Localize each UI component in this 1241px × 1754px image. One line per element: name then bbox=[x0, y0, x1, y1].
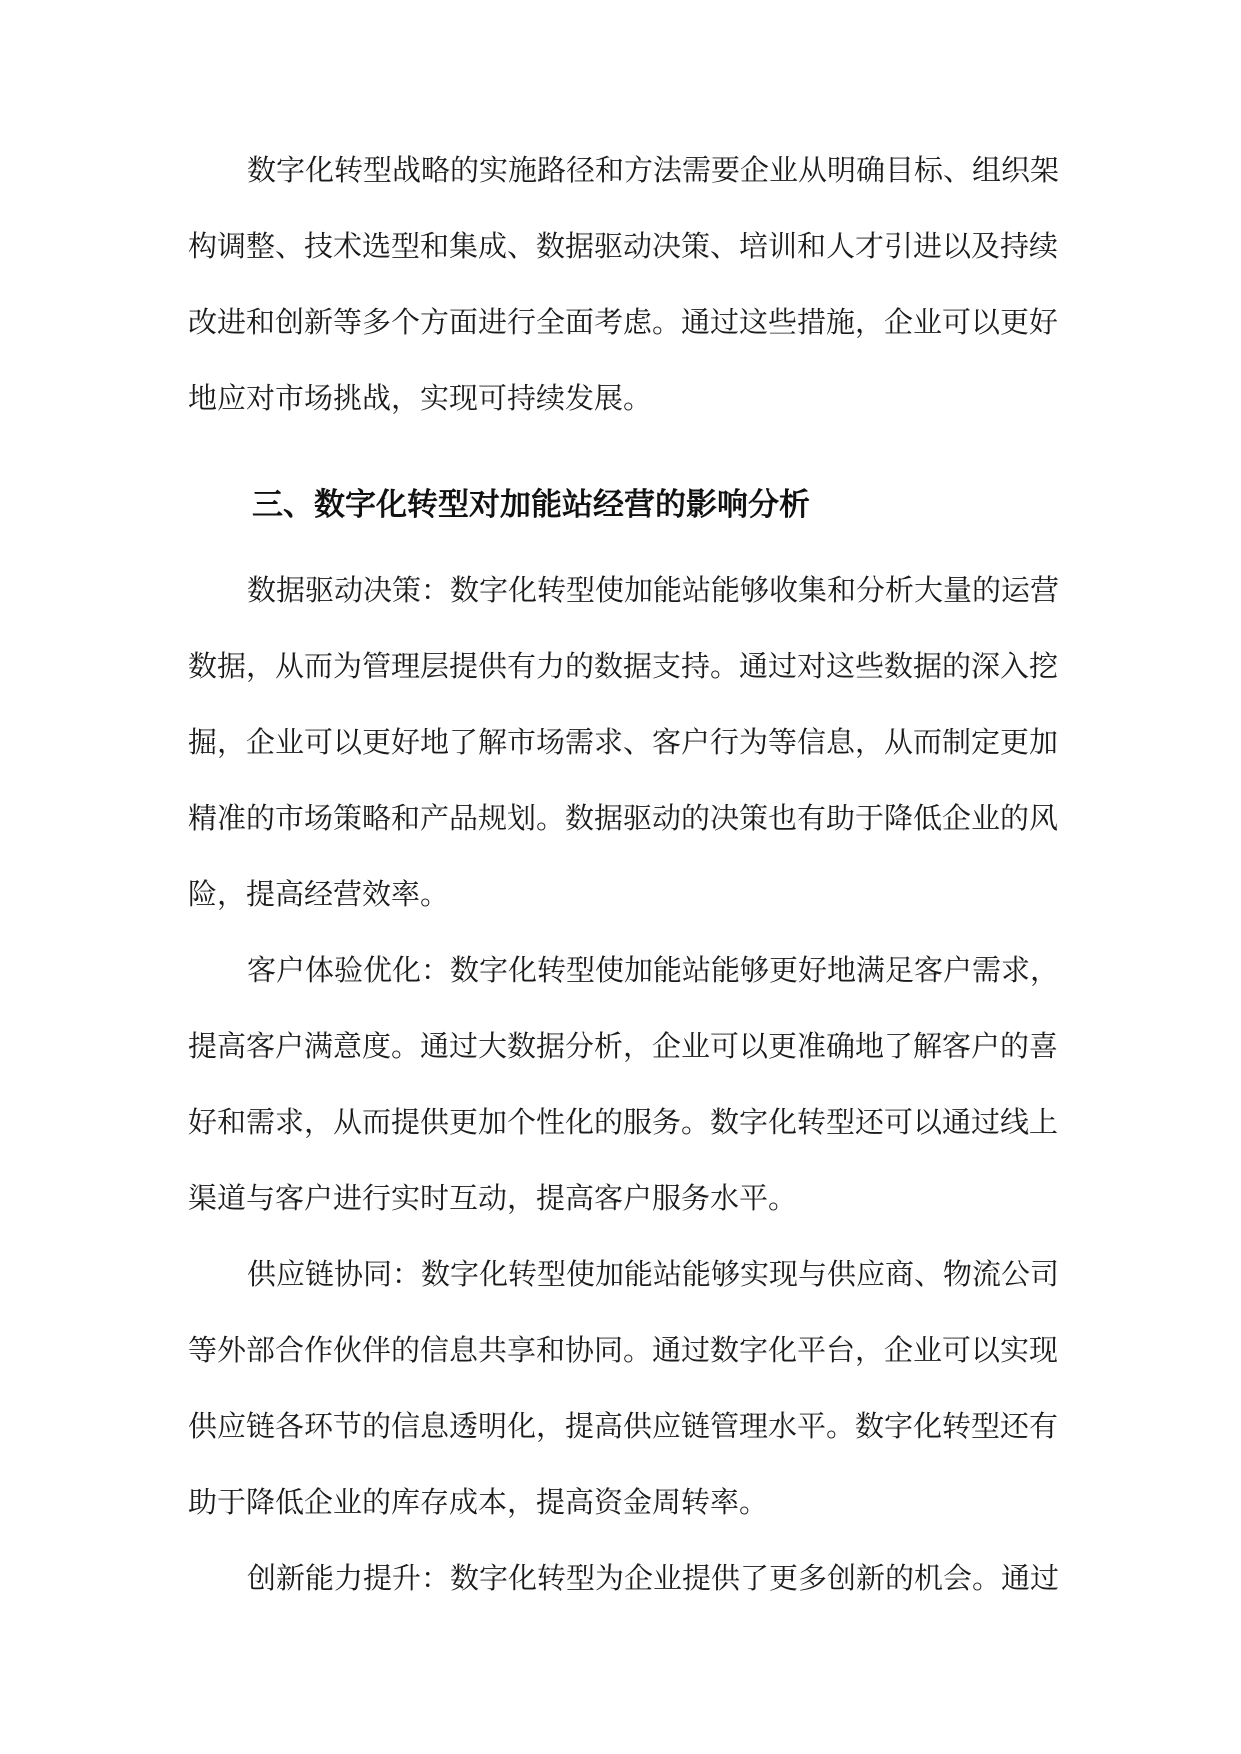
section-heading: 三、数字化转型对加能站经营的影响分析 bbox=[252, 487, 810, 523]
paragraph-4-line-3: 供应链各环节的信息透明化，提高供应链管理水平。数字化转型还有 bbox=[188, 1409, 1059, 1443]
paragraph-4-line-2: 等外部合作伙伴的信息共享和协同。通过数字化平台，企业可以实现 bbox=[188, 1333, 1059, 1367]
paragraph-2-line-1: 数据驱动决策：数字化转型使加能站能够收集和分析大量的运营 bbox=[247, 573, 1060, 607]
paragraph-3-line-4: 渠道与客户进行实时互动，提高客户服务水平。 bbox=[188, 1181, 798, 1215]
paragraph-2-line-3: 掘，企业可以更好地了解市场需求、客户行为等信息，从而制定更加 bbox=[188, 725, 1059, 759]
paragraph-2-line-5: 险，提高经营效率。 bbox=[188, 877, 450, 911]
paragraph-4-line-4: 助于降低企业的库存成本，提高资金周转率。 bbox=[188, 1485, 769, 1519]
paragraph-2-line-4: 精准的市场策略和产品规划。数据驱动的决策也有助于降低企业的风 bbox=[188, 801, 1059, 835]
paragraph-1-line-4: 地应对市场挑战，实现可持续发展。 bbox=[188, 381, 653, 415]
paragraph-4-line-1: 供应链协同：数字化转型使加能站能够实现与供应商、物流公司 bbox=[247, 1257, 1060, 1291]
paragraph-3-line-2: 提高客户满意度。通过大数据分析，企业可以更准确地了解客户的喜 bbox=[188, 1029, 1059, 1063]
paragraph-1-line-1: 数字化转型战略的实施路径和方法需要企业从明确目标、组织架 bbox=[247, 153, 1060, 187]
paragraph-3-line-1: 客户体验优化：数字化转型使加能站能够更好地满足客户需求， bbox=[247, 953, 1060, 987]
paragraph-2-line-2: 数据，从而为管理层提供有力的数据支持。通过对这些数据的深入挖 bbox=[188, 649, 1059, 683]
paragraph-1-line-2: 构调整、技术选型和集成、数据驱动决策、培训和人才引进以及持续 bbox=[188, 229, 1059, 263]
paragraph-3-line-3: 好和需求，从而提供更加个性化的服务。数字化转型还可以通过线上 bbox=[188, 1105, 1059, 1139]
paragraph-5-line-1: 创新能力提升：数字化转型为企业提供了更多创新的机会。通过 bbox=[247, 1561, 1060, 1595]
paragraph-1-line-3: 改进和创新等多个方面进行全面考虑。通过这些措施，企业可以更好 bbox=[188, 305, 1059, 339]
